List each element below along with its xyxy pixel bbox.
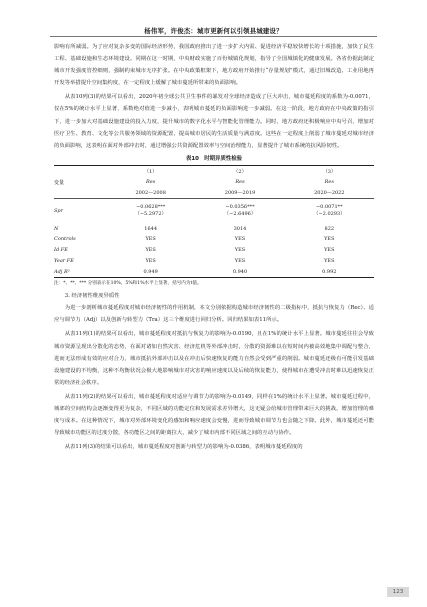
paragraph-2: 从表10列(3)的结果可以看出，2020年初全球公共卫生事件的暴发对全球经济造成了巨大冲击，城市蔓延程度的系数为-0.0071，仅在5%的统计水平上显著，系数绝对值进一步减小，表明城市蔓延的负面影响进一步减弱。在这一阶段，地方政府在中央政策的指引下，进一步加大对基础设施建设的投入力度，提升城市的数字化水平与智能化管理能力。同时，地方政府还积极响应中央号召，增加对医疗卫生、教育、文化等公共服务领域的资源配置，提高城市居民的生活质量与满意度。这些在一定程度上削弱了城市蔓延对城市经济的负面影响，这表明在面对外部冲击时，通过增强公共资源配置效率与空间治理能力，显著提升了城市系统的抗风险韧性。 bbox=[54, 94, 374, 149]
table-cell: 822 bbox=[324, 225, 335, 232]
spr-cell bbox=[195, 199, 284, 224]
spr-tstat: （−5.2972） bbox=[134, 211, 167, 218]
table-cell: YES bbox=[145, 258, 156, 265]
table-cell: 0.992 bbox=[285, 266, 374, 277]
spr-coef: −0.0356*** bbox=[225, 204, 255, 211]
period: 2009—2019 bbox=[224, 189, 256, 196]
col-number: （3） bbox=[285, 165, 374, 176]
table-10 bbox=[54, 165, 374, 278]
variable-header: 变量 bbox=[54, 165, 106, 198]
table-cell: 3014 bbox=[233, 225, 247, 232]
row-label: Id FE bbox=[54, 247, 68, 254]
row-label: N bbox=[54, 225, 59, 232]
row-label: Year FE bbox=[54, 258, 74, 265]
paragraph-6: 从表11列(3)的结果可以看出，城市蔓延程度对创新与转型力的影响为-0.0386，表明城市蔓延程度的 bbox=[64, 444, 303, 451]
header-rule bbox=[50, 36, 377, 37]
paragraph-4: 从表11列(1)的结果可以看出，城市蔓延程度对抵抗与恢复力的影响为-0.0190，且在1%的统计水平上显著。城市蔓延往往会导致城市资源呈现出分散化的态势，在面对诸如自然灾害、经济危机等外部冲击时，分散的资源难以在短时间内被高效地集中调配与整合，进而无法形成有效的应对合力，城市抵抗外部冲击以及在冲击后快速恢复的能力自然会受到严重的削弱。城市蔓延还极有可能引发基础设施建设的不均衡，这种不均衡状况会极大地影响城市对灾害的响应速度以及后续的恢复能力，使得城市在遭受冲击时难以迅速恢复正常的经济社会秩序。 bbox=[54, 331, 374, 386]
spr-coef: −0.0071** bbox=[315, 204, 343, 211]
table-cell: 0.940 bbox=[195, 266, 284, 277]
spr-tstat: （−2.0293） bbox=[313, 211, 346, 218]
table-cell: 1644 bbox=[144, 225, 158, 232]
spr-tstat: （−2.6496） bbox=[224, 211, 256, 218]
row-label: Controls bbox=[54, 236, 76, 243]
paragraph-5: 从表11列(2)的结果可以看出，城市蔓延程度对适应与调节力的影响为-0.0149，同样在1%的统计水平上显著。城市蔓延过程中，城郊的空间结构会逐渐变得更为复杂，不同区域的功能定位和发展需求差异增大，这无疑会给城市管理带来巨大的挑战，增加管理的难度与成本。在这种情况下，城市对外部环境变化的感知和响应速度会变慢，进而导致城市调节力也会随之下降。此外，城市蔓延还可能导致城市功能区的过度分散，各功能区之间的距离拉大，减少了城市内部不同区域之间的互动与协作。 bbox=[54, 393, 374, 437]
table-cell: YES bbox=[234, 258, 246, 265]
table-cell: YES bbox=[234, 247, 246, 254]
table-cell: YES bbox=[324, 258, 335, 265]
row-label: Adj R² bbox=[54, 266, 106, 277]
table-note: 注：*、**、*** 分别表示在10%、5%和1%水平上显著，括号内为t值。 bbox=[54, 281, 202, 287]
table-cell: YES bbox=[145, 236, 156, 243]
table-cell: YES bbox=[234, 236, 246, 243]
spr-coef: −0.0628*** bbox=[136, 204, 166, 211]
dep-var: Res bbox=[146, 179, 156, 186]
page-number: 123 bbox=[387, 587, 409, 597]
col-number: （1） bbox=[106, 165, 195, 176]
page-body bbox=[54, 41, 374, 455]
col-number: （2） bbox=[195, 165, 284, 176]
period: 2020—2022 bbox=[314, 189, 345, 196]
dep-var: Res bbox=[235, 179, 245, 186]
period: 2002—2008 bbox=[135, 189, 166, 196]
running-header: 杨伟军，许俊杰：城市更新何以引领县城建设？ bbox=[144, 27, 283, 35]
spr-label: Spr bbox=[54, 199, 106, 224]
table-10-title: 表10 时期异质性检验 bbox=[185, 155, 243, 162]
paragraph-1: 影响有所减弱。为了应对复杂多变的国际经济形势，我国政府推出了进一步扩大内需、促进经济平稳较快增长的十项措施，加快了民生工程、基础设施和生态环境建设。同期在这一时期，中央财政实施了百份城镇化规划，指导了全国城镇化的健康发展。各省份据此制定城市开发强度管控细则，强制约束城市无序扩张。在中央政策框架下，地方政府开始推行“存量规划”模式，通过旧城改造、工业用地再开发等举措提升空间集约度，在一定程度上缓解了城市蔓延所带来的负面影响。 bbox=[54, 44, 374, 87]
spr-cell bbox=[106, 199, 195, 224]
table-cell: YES bbox=[324, 236, 335, 243]
paragraph-3: 为进一步剖析城市蔓延程度对城市经济韧性的作用机制，本文分别依据构造城市经济韧性的二级指标中，抵抗与恢复力（Rec）、适应与调节力（Adj）以及创新与转型力（Tra）这三个维度进行回归分析。回归结果如表11所示。 bbox=[54, 305, 374, 324]
spr-cell bbox=[285, 199, 374, 224]
dep-var: Res bbox=[324, 179, 334, 186]
section-heading: 3. 经济韧性维度异质性 bbox=[64, 293, 120, 300]
table-cell: 0.949 bbox=[106, 266, 195, 277]
table-cell: YES bbox=[145, 247, 156, 254]
table-cell: YES bbox=[324, 247, 335, 254]
